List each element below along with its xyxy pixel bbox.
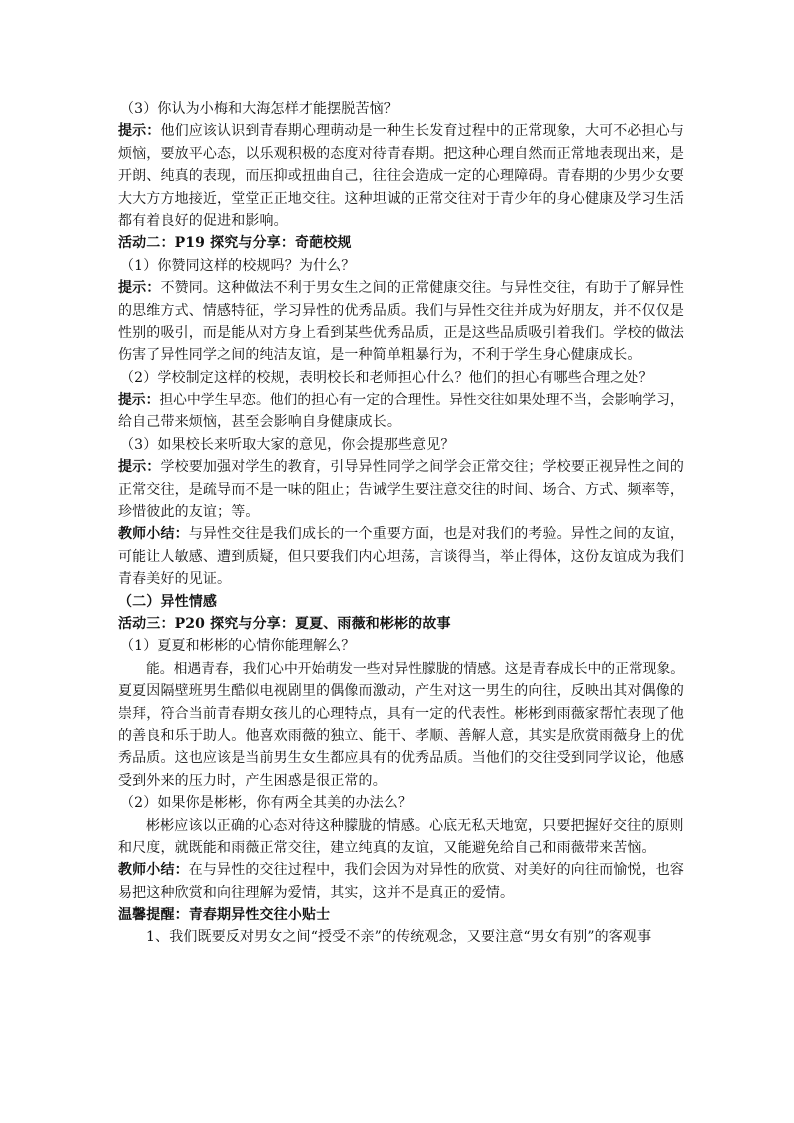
hint-text: 给自己带来烦恼，甚至会影响自身健康成长。: [118, 414, 401, 431]
a2-hint-2: [118, 389, 684, 434]
hint-text: 的思维方式、情感特征，学习异性的优秀品质。我们与异性交往并成为好朋友，并不仅仅是: [118, 302, 684, 319]
hint-label: 提示：: [118, 280, 161, 297]
activity3-title: 活动三：P20 探究与分享：夏夏、雨薇和彬彬的故事: [118, 615, 451, 632]
q3-question: （3）你认为小梅和大海怎样才能摆脱苦恼？: [120, 101, 398, 117]
hint-text: 他们应该认识到青春期心理萌动是一种生长发育过程中的正常现象，大可不必担心与: [160, 123, 685, 140]
section2-title: （二）异性情感: [118, 593, 218, 610]
summary-text: 与异性交往是我们成长的一个重要方面，也是对我们的考验。异性之间的友谊，: [188, 526, 684, 543]
answer-text: 彬彬应该以正确的心态对待这种朦胧的情感。心底无私天地宽，只要把握好交往的原则: [146, 817, 684, 834]
hint-label: 提示：: [118, 392, 160, 409]
activity2-title: 活动二：P19 探究与分享：奇葩校规: [118, 235, 352, 252]
answer-text: 夏夏因隔壁班男生酷似电视剧里的偶像而激动，产生对这一男生的向往，反映出其对偶像的: [118, 683, 684, 700]
hint-text: 正常交往，是疏导而不是一味的阻止；告诫学生要注意交往的时间、场合、方式、频率等，: [118, 481, 684, 498]
hint-text: 伤害了异性同学之间的纯洁友谊，是一种简单粗暴行为，不利于学生身心健康成长。: [118, 347, 642, 364]
a2-hint-3: [118, 456, 684, 523]
hint-text: 烦恼，要放平心态，以乐观积极的态度对待青春期。把这种心理自然而正常地表现出来，是: [118, 145, 684, 162]
a3-answer-2: [118, 815, 684, 860]
answer-text: 和尺度，就既能和雨薇正常交往，建立纯真的友谊，又能避免给自己和雨薇带来苦恼。: [118, 839, 656, 856]
a2-hint-1: [118, 277, 684, 367]
a2-question-1: （1）你赞同这样的校规吗？为什么？: [120, 257, 356, 274]
hint-text: 担心中学生早恋。他们的担心有一定的合理性。异性交往如果处理不当，会影响学习，: [159, 392, 684, 409]
hint-text: 都有着良好的促进和影响。: [118, 212, 288, 229]
answer-text: 能。相遇青春，我们心中开始萌发一些对异性朦胧的情感。这是青春成长中的正常现象。: [146, 660, 685, 677]
summary-label: 教师小结：: [118, 862, 189, 879]
hint-text: 学校要加强对学生的教育，引导异性同学之间学会正常交往；学校要正视异性之间的: [160, 459, 685, 476]
answer-text: 秀品质。这也应该是当前男生女生都应具有的优秀品质。当他们的交往受到同学议论，他感: [118, 750, 684, 767]
a3-question-1: （1）夏夏和彬彬的心情你能理解么？: [120, 638, 356, 655]
a3-question-2: （2）如果你是彬彬，你有两全其美的办法么？: [120, 795, 413, 812]
hint-text: 性别的吸引，而是能从对方身上看到某些优秀品质，正是这些品质吸引着我们。学校的做法: [118, 324, 684, 341]
summary-text: 易把这种欣赏和向往理解为爱情，其实，这并不是真正的爱情。: [118, 884, 515, 901]
tips-item-1: 1、我们既要反对男女之间“授受不亲”的传统观念，又要注意“男女有别”的客观事: [146, 929, 652, 946]
a2-question-2: （2）学校制定这样的校规，表明校长和老师担心什么？他们的担心有哪些合理之处？: [120, 369, 653, 386]
teacher-summary-1: [118, 523, 684, 590]
summary-text: 可能让人敏感、遭到质疑，但只要我们内心坦荡，言谈得当，举止得体，这份友谊成为我们: [118, 548, 684, 565]
hint-label: 提示：: [118, 459, 161, 476]
teacher-summary-2: [118, 859, 684, 904]
summary-text: 在与异性的交往过程中，我们会因为对异性的欣赏、对美好的向往而愉悦，也容: [188, 862, 684, 879]
hint-text: 不赞同。这种做法不利于男女生之间的正常健康交往。与异性交往，有助于了解异性: [160, 280, 685, 297]
hint-text: 大大方方地接近，堂堂正正地交往。这种坦诚的正常交往对于青少年的身心健康及学习生活: [118, 190, 684, 207]
a2-question-3: （3）如果校长来听取大家的意见，你会提那些意见？: [120, 436, 455, 453]
document-page: [118, 98, 684, 949]
tips-title: 温馨提醒：青春期异性交往小贴士: [118, 907, 331, 924]
answer-text: 崇拜，符合当前青春期女孩儿的心理特点，具有一定的代表性。彬彬到雨薇家帮忙表现了他: [118, 705, 684, 722]
hint-label: 提示：: [118, 123, 161, 140]
summary-label: 教师小结：: [118, 526, 189, 543]
q3-hint: [118, 120, 684, 232]
answer-text: 受到外来的压力时，产生困惑是很正常的。: [118, 772, 387, 789]
summary-text: 青春美好的见证。: [118, 571, 232, 588]
hint-text: 珍惜彼此的友谊；等。: [118, 504, 260, 521]
hint-text: 开朗、纯真的表现，而压抑或扭曲自己，往往会造成一定的心理障碍。青春期的少男少女要: [118, 168, 684, 185]
a3-answer-1: [118, 658, 684, 792]
answer-text: 的善良和乐于助人。他喜欢雨薇的独立、能干、孝顺、善解人意，其实是欣赏雨薇身上的优: [118, 727, 684, 744]
